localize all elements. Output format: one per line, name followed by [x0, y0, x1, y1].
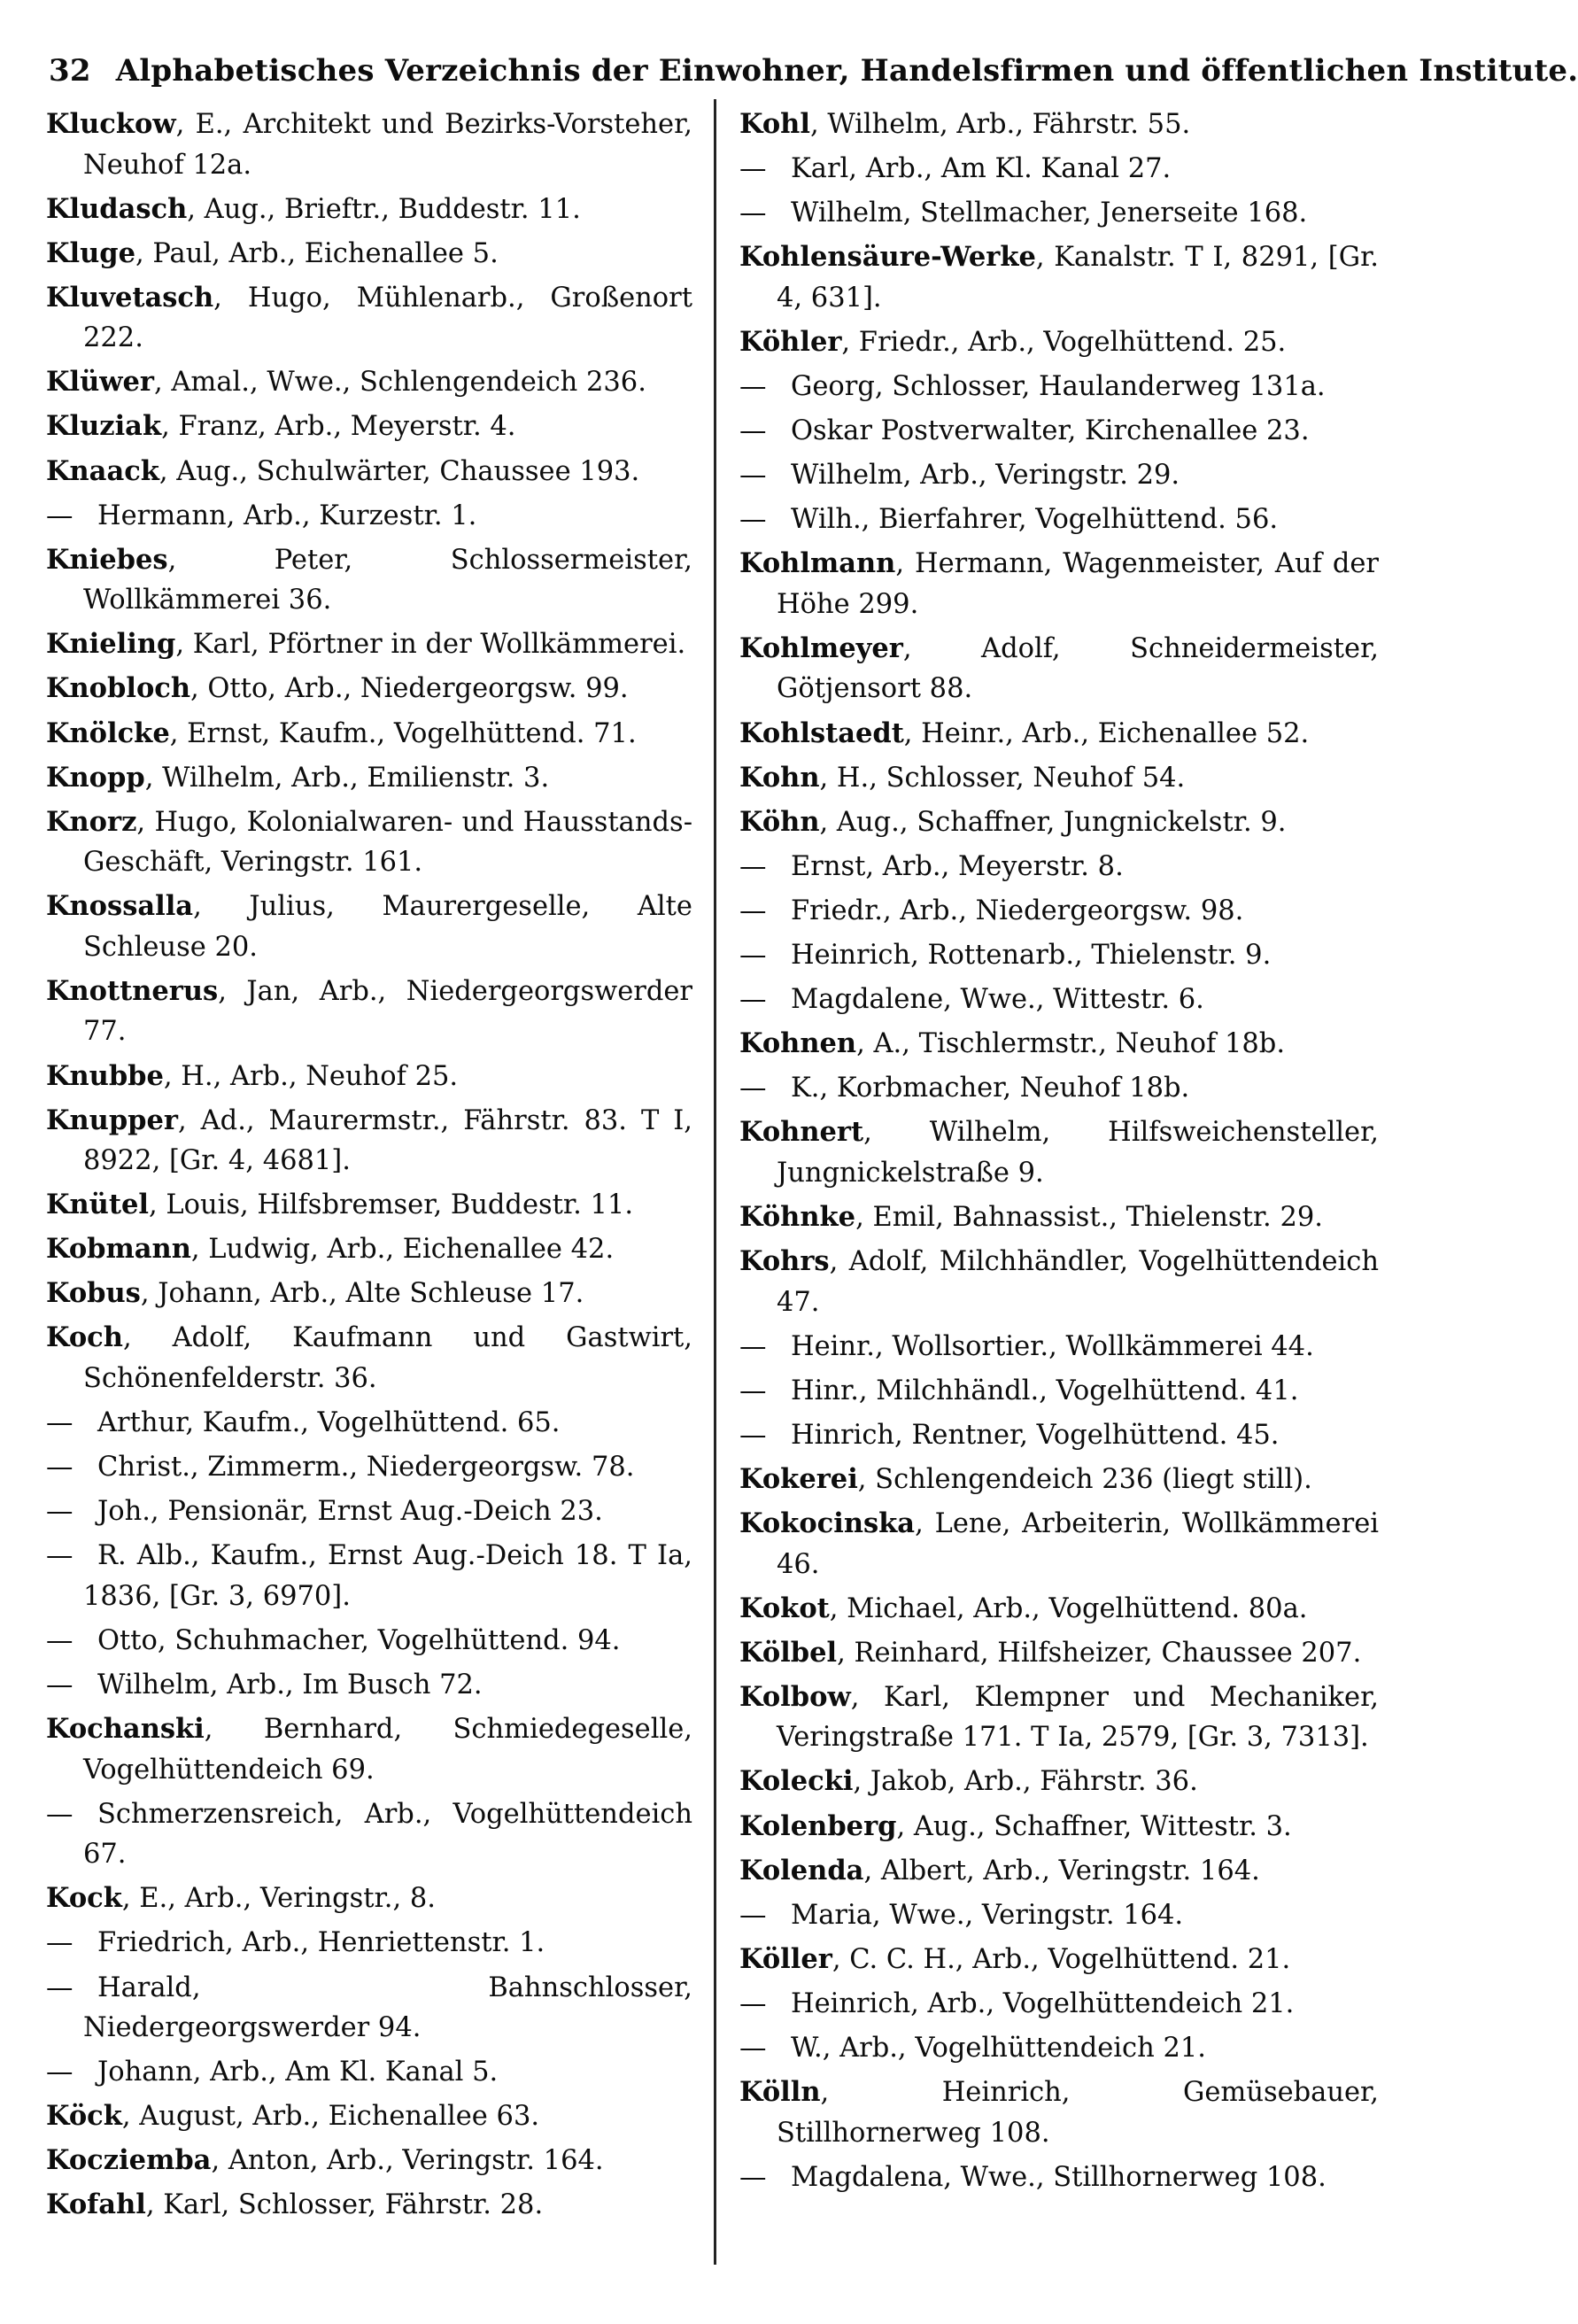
entry-surname: Kock [46, 1882, 122, 1915]
directory-entry [46, 1447, 692, 1488]
entry-details: , Michael, Arb., Vogelhüttend. 80a. [829, 1592, 1308, 1624]
entry-details: Karl, Arb., Am Kl. Kanal 27. [791, 153, 1172, 185]
entry-surname: Knupper [46, 1104, 178, 1136]
entry-surname: Knorz [46, 805, 137, 838]
directory-entry [739, 891, 1379, 932]
directory-entry [739, 758, 1379, 799]
entry-details: Heinrich, Arb., Vogelhüttendeich 21. [791, 1987, 1295, 2019]
directory-entry [739, 847, 1379, 887]
entry-surname: Kölbel [739, 1636, 838, 1669]
directory-entry [46, 758, 692, 799]
continuation-dash: — [739, 1899, 767, 1931]
entry-surname: Kohrs [739, 1245, 830, 1278]
directory-entry [739, 105, 1379, 145]
entry-details: , Adolf, Schneidermeister, Götjensort 88. [777, 632, 1379, 705]
continuation-dash: — [739, 415, 767, 447]
entry-surname: Kohlmann [739, 547, 896, 580]
continuation-dash: — [46, 1927, 73, 1959]
entry-details: , A., Tischlermstr., Neuhof 18b. [856, 1028, 1286, 1060]
entry-details: , Aug., Brieftr., Buddestr. 11. [187, 193, 581, 225]
continuation-dash: — [739, 1375, 767, 1406]
entry-details: Magdalena, Wwe., Stillhornerweg 108. [791, 2161, 1327, 2193]
entry-details: , Jan, Arb., Niedergeorgswerder 77. [83, 975, 692, 1048]
entry-details: Georg, Schlosser, Haulanderweg 131a. [791, 370, 1326, 402]
entry-details: , H., Schlosser, Neuhof 54. [819, 762, 1186, 794]
entry-surname: Klüwer [46, 366, 154, 399]
directory-entry [739, 1197, 1379, 1238]
continuation-dash: — [739, 370, 767, 402]
entry-details: , Wilhelm, Arb., Fährstr. 55. [809, 109, 1191, 140]
directory-entry [46, 407, 692, 447]
directory-entry [739, 500, 1379, 540]
continuation-dash: — [46, 2057, 73, 2088]
entry-details: W., Arb., Vogelhüttendeich 21. [791, 2032, 1206, 2064]
directory-entry [739, 1460, 1379, 1500]
entry-details: , Adolf, Kaufmann und Gastwirt, Schönenfelderstr. 36. [83, 1322, 692, 1394]
directory-entry [739, 1984, 1379, 2025]
left-column [46, 105, 692, 2229]
entry-details: Heinr., Wollsortier., Wollkämmerei 44. [791, 1330, 1314, 1362]
entry-surname: Kohnen [739, 1027, 857, 1060]
entry-details: , C. C. H., Arb., Vogelhüttend. 21. [832, 1943, 1291, 1975]
entry-surname: Koch [46, 1321, 123, 1354]
entry-surname: Kocziemba [46, 2144, 212, 2177]
entry-surname: Knobloch [46, 672, 191, 705]
directory-entry [739, 1807, 1379, 1848]
entry-surname: Köhler [739, 325, 842, 358]
entry-surname: Knossalla [46, 890, 194, 923]
entry-surname: Kolecki [739, 1765, 854, 1798]
directory-entry [46, 1621, 692, 1662]
continuation-dash: — [739, 504, 767, 536]
entry-details: , Julius, Maurergeselle, Alte Schleuse 20. [83, 891, 692, 963]
entry-details: , Albert, Arb., Veringstr. 164. [863, 1855, 1260, 1886]
entry-details: Wilh., Bierfahrer, Vogelhüttend. 56. [791, 504, 1279, 536]
entry-surname: Kölln [739, 2076, 821, 2109]
entry-details: , Hugo, Kolonialwaren- und Hausstands-Geschäft, Veringstr. 161. [83, 806, 692, 879]
directory-entry [739, 1895, 1379, 1936]
entry-surname: Knölcke [46, 717, 170, 749]
entry-surname: Kolenda [739, 1854, 864, 1886]
entry-details: Wilhelm, Stellmacher, Jenerseite 168. [791, 198, 1308, 229]
entry-surname: Kokerei [739, 1462, 858, 1495]
entry-surname: Knopp [46, 761, 145, 794]
directory-entry [46, 714, 692, 755]
entry-details: , Otto, Arb., Niedergeorgsw. 99. [190, 673, 629, 705]
directory-entry [739, 1762, 1379, 1802]
directory-entry [739, 1112, 1379, 1193]
directory-entry [739, 2028, 1379, 2069]
directory-entry [739, 1940, 1379, 1980]
directory-entry [739, 237, 1379, 318]
entry-details: , Karl, Schlosser, Fährstr. 28. [145, 2189, 544, 2221]
entry-details: Oskar Postverwalter, Kirchenallee 23. [791, 415, 1310, 447]
entry-surname: Knieling [46, 628, 176, 661]
directory-entry [46, 1403, 692, 1444]
entry-surname: Kobus [46, 1277, 141, 1310]
entry-details: , Schlengendeich 236 (liegt still). [857, 1463, 1312, 1495]
entry-details: , Reinhard, Hilfsheizer, Chaussee 207. [837, 1637, 1362, 1669]
directory-entry [46, 362, 692, 403]
continuation-dash: — [46, 500, 73, 531]
entry-details: , Aug., Schaffner, Wittestr. 3. [896, 1810, 1292, 1842]
entry-details: , Ernst, Kaufm., Vogelhüttend. 71. [169, 717, 637, 749]
entry-details: Harald, Bahnschlosser, Niedergeorgswerder 94. [83, 1972, 692, 2043]
directory-entry [739, 2157, 1379, 2198]
continuation-dash: — [739, 460, 767, 492]
entry-surname: Kluvetasch [46, 281, 214, 314]
directory-entry [46, 1491, 692, 1532]
continuation-dash: — [739, 153, 767, 185]
continuation-dash: — [46, 1624, 73, 1656]
entry-details: , E., Arb., Veringstr., 8. [121, 1883, 436, 1915]
directory-entry [739, 1371, 1379, 1412]
entry-details: Hinrich, Rentner, Vogelhüttend. 45. [791, 1419, 1280, 1451]
entry-surname: Köck [46, 2100, 122, 2133]
directory-entry [739, 1068, 1379, 1109]
continuation-dash: — [46, 1496, 73, 1528]
entry-surname: Köhn [739, 805, 820, 838]
entry-details: , Hermann, Wagenmeister, Auf der Höhe 299. [777, 548, 1379, 620]
directory-entry [739, 411, 1379, 452]
entry-details: Friedr., Arb., Niedergeorgsw. 98. [791, 895, 1244, 926]
entry-details: , Wilhelm, Hilfsweichensteller, Jungnickelstraße 9. [777, 1117, 1379, 1189]
directory-entry [46, 1101, 692, 1181]
entry-surname: Kludasch [46, 192, 188, 225]
entry-details: Schmerzensreich, Arb., Vogelhüttendeich 67. [83, 1798, 692, 1871]
directory-entry [46, 496, 692, 537]
entry-details: , Karl, Klempner und Mechaniker, Veringstraße 171. T Ia, 2579, [Gr. 3, 7313]. [777, 1681, 1379, 1754]
directory-entry [46, 1318, 692, 1398]
directory-entry [46, 1536, 692, 1616]
entry-surname: Kniebes [46, 543, 168, 576]
continuation-dash: — [46, 1798, 73, 1830]
continuation-dash: — [739, 1073, 767, 1104]
directory-entry [739, 980, 1379, 1020]
entry-surname: Kofahl [46, 2188, 146, 2221]
entry-surname: Knütel [46, 1189, 149, 1221]
directory-entry [46, 2185, 692, 2226]
entry-surname: Kohnert [739, 1116, 864, 1149]
directory-entry [46, 234, 692, 275]
entry-surname: Kluziak [46, 410, 162, 443]
entry-surname: Köhnke [739, 1200, 856, 1233]
directory-entry [739, 1415, 1379, 1456]
entry-details: Wilhelm, Arb., Veringstr. 29. [791, 460, 1180, 492]
entry-details: R. Alb., Kaufm., Ernst Aug.-Deich 18. T Ia, 1836, [Gr. 3, 6970]. [83, 1540, 692, 1612]
entry-details: Hinr., Milchhändl., Vogelhüttend. 41. [791, 1375, 1299, 1406]
entry-details: , August, Arb., Eichenallee 63. [121, 2101, 540, 2133]
directory-entry [739, 1851, 1379, 1892]
directory-entry [46, 972, 692, 1052]
entry-details: Maria, Wwe., Veringstr. 164. [791, 1899, 1184, 1931]
directory-entry [739, 1327, 1379, 1367]
directory-entry [739, 2072, 1379, 2153]
continuation-dash: — [739, 1987, 767, 2019]
entry-details: , Ludwig, Arb., Eichenallee 42. [190, 1234, 615, 1266]
page-title: Alphabetisches Verzeichnis der Einwohner, Handelsfirmen und öffentlichen Institute. [115, 53, 1578, 89]
directory-entry [739, 1589, 1379, 1630]
entry-details: , Anton, Arb., Veringstr. 164. [211, 2145, 604, 2177]
continuation-dash: — [739, 850, 767, 882]
continuation-dash: — [46, 1669, 73, 1701]
directory-entry [46, 2141, 692, 2181]
entry-surname: Kolbow [739, 1680, 851, 1713]
continuation-dash: — [739, 2032, 767, 2064]
entry-details: , Franz, Arb., Meyerstr. 4. [161, 411, 516, 443]
entry-details: , Johann, Arb., Alte Schleuse 17. [140, 1278, 584, 1310]
entry-details: Wilhelm, Arb., Im Busch 72. [97, 1669, 483, 1701]
entry-details: , Friedr., Arb., Vogelhüttend. 25. [841, 326, 1287, 358]
entry-details: , Amal., Wwe., Schlengendeich 236. [154, 367, 646, 399]
directory-entry [46, 1665, 692, 1706]
directory-entry [739, 1024, 1379, 1065]
directory-entry [739, 1504, 1379, 1584]
directory-entry [46, 1968, 692, 2049]
entry-surname: Kolenberg [739, 1809, 897, 1842]
entry-details: K., Korbmacher, Neuhof 18b. [791, 1073, 1190, 1104]
entry-details: , H., Arb., Neuhof 25. [163, 1060, 459, 1092]
entry-details: , Karl, Pförtner in der Wollkämmerei. [175, 629, 686, 661]
continuation-dash: — [739, 940, 767, 971]
page-header [49, 44, 1578, 97]
entry-details: Johann, Arb., Am Kl. Kanal 5. [97, 2057, 499, 2088]
continuation-dash: — [739, 1419, 767, 1451]
entry-details: Christ., Zimmerm., Niedergeorgsw. 78. [97, 1452, 635, 1483]
directory-entry [46, 2096, 692, 2137]
directory-entry [739, 714, 1379, 755]
entry-details: , Louis, Hilfsbremser, Buddestr. 11. [148, 1189, 634, 1221]
directory-entry [739, 802, 1379, 843]
directory-entry [46, 2052, 692, 2093]
entry-surname: Kluge [46, 236, 136, 269]
entry-details: Ernst, Arb., Meyerstr. 8. [791, 850, 1124, 882]
continuation-dash: — [46, 1407, 73, 1439]
entry-surname: Köller [739, 1942, 832, 1975]
entry-surname: Kohlensäure-Werke [739, 241, 1036, 274]
entry-details: Friedrich, Arb., Henriettenstr. 1. [97, 1927, 545, 1959]
directory-entry [739, 1677, 1379, 1758]
entry-surname: Kohn [739, 761, 820, 794]
directory-entry [46, 452, 692, 492]
continuation-dash: — [46, 1972, 73, 2003]
directory-entry [739, 322, 1379, 363]
page-number: 32 [49, 53, 91, 89]
directory-entry [739, 149, 1379, 190]
entry-details: , Ad., Maurermstr., Fährstr. 83. T I, 8922, [Gr. 4, 4681]. [83, 1104, 692, 1177]
continuation-dash: — [739, 2161, 767, 2193]
entry-surname: Knubbe [46, 1059, 164, 1092]
directory-entry [46, 624, 692, 665]
entry-details: Otto, Schuhmacher, Vogelhüttend. 94. [97, 1624, 621, 1656]
directory-entry [739, 193, 1379, 234]
directory-entry [46, 105, 692, 185]
directory-entry [739, 629, 1379, 709]
continuation-dash: — [739, 198, 767, 229]
entry-surname: Kohl [739, 108, 810, 140]
entry-details: Joh., Pensionär, Ernst Aug.-Deich 23. [97, 1496, 603, 1528]
entry-details: , Heinrich, Gemüsebauer, Stillhornerweg 108. [777, 2077, 1379, 2149]
entry-surname: Kokot [739, 1592, 830, 1624]
entry-details: , Kanalstr. T I, 8291, [Gr. 4, 631]. [777, 242, 1379, 314]
directory-entry [739, 1633, 1379, 1674]
directory-entry [739, 544, 1379, 624]
entry-details: Hermann, Arb., Kurzestr. 1. [97, 500, 477, 531]
entry-surname: Kochanski [46, 1713, 205, 1746]
entry-details: , Lene, Arbeiterin, Wollkämmerei 46. [777, 1508, 1379, 1580]
entry-surname: Kluckow [46, 108, 176, 140]
entry-details: , E., Architekt und Bezirks-Vorsteher, Neuhof 12a. [83, 109, 692, 181]
entry-details: , Jakob, Arb., Fährstr. 36. [853, 1766, 1198, 1798]
directory-entry [46, 1229, 692, 1270]
entry-details: , Wilhelm, Arb., Emilienstr. 3. [144, 762, 550, 794]
continuation-dash: — [46, 1452, 73, 1483]
entry-details: , Bernhard, Schmiedegeselle, Vogelhüttendeich 69. [83, 1714, 692, 1786]
continuation-dash: — [739, 1330, 767, 1362]
directory-entry [46, 669, 692, 709]
entry-details: , Heinr., Arb., Eichenallee 52. [903, 717, 1310, 749]
entry-surname: Kokocinska [739, 1507, 916, 1540]
entry-details: Heinrich, Rottenarb., Thielenstr. 9. [791, 940, 1272, 971]
entry-surname: Knottnerus [46, 974, 219, 1007]
directory-entry [46, 540, 692, 621]
entry-details: , Adolf, Milchhändler, Vogelhüttendeich 47. [777, 1246, 1379, 1318]
entry-surname: Kobmann [46, 1233, 191, 1266]
directory-entry [46, 887, 692, 967]
directory-entry [46, 1794, 692, 1875]
directory-entry [46, 1879, 692, 1919]
right-column [739, 105, 1379, 2202]
entry-details: , Peter, Schlossermeister, Wollkämmerei 36. [83, 544, 692, 616]
directory-entry [46, 802, 692, 883]
directory-entry [46, 1185, 692, 1226]
directory-entry [46, 190, 692, 230]
directory-entry [46, 1923, 692, 1964]
entry-details: , Paul, Arb., Eichenallee 5. [135, 237, 499, 269]
directory-entry [46, 1274, 692, 1314]
entry-details: , Emil, Bahnassist., Thielenstr. 29. [855, 1201, 1323, 1233]
entry-details: , Aug., Schulwärter, Chaussee 193. [159, 455, 640, 487]
entry-surname: Knaack [46, 454, 159, 487]
entry-details: , Aug., Schaffner, Jungnickelstr. 9. [819, 806, 1287, 838]
directory-entry [739, 935, 1379, 976]
directory-entry [46, 1057, 692, 1097]
directory-entry [739, 367, 1379, 407]
directory-entry [739, 1242, 1379, 1322]
entry-surname: Kohlmeyer [739, 631, 903, 664]
entry-details: Magdalene, Wwe., Wittestr. 6. [791, 984, 1204, 1016]
continuation-dash: — [46, 1540, 73, 1572]
entry-details: Arthur, Kaufm., Vogelhüttend. 65. [97, 1407, 561, 1439]
continuation-dash: — [739, 984, 767, 1016]
directory-entry [739, 455, 1379, 496]
column-divider [714, 99, 716, 2265]
directory-entry [46, 278, 692, 359]
directory-entry [46, 1709, 692, 1790]
continuation-dash: — [739, 895, 767, 926]
entry-details: , Hugo, Mühlenarb., Großenort 222. [83, 282, 692, 354]
entry-surname: Kohlstaedt [739, 717, 904, 749]
